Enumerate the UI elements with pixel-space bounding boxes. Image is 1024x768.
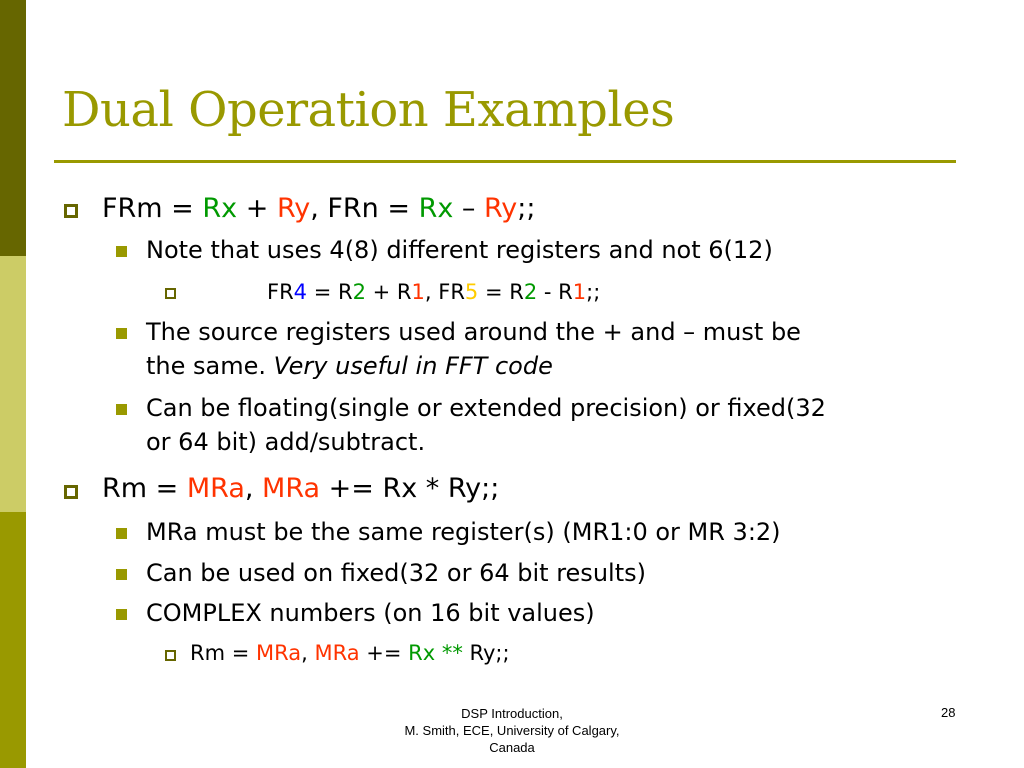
- emphasis-text: Very useful in FFT code: [273, 352, 553, 380]
- bullet-frm-frn: [102, 193, 535, 224]
- text: +=: [359, 641, 409, 665]
- reg-rx: Rx: [408, 641, 436, 665]
- reg-mra: MRa: [314, 641, 360, 665]
- text: ,: [244, 473, 263, 504]
- bullet-source-registers-line1: The source registers used around the + and – must be: [146, 318, 801, 346]
- title-divider: [54, 160, 956, 163]
- solid-square-bullet-icon: [116, 569, 127, 580]
- sidebar-segment-light: [0, 256, 26, 512]
- hollow-square-bullet-icon: [165, 650, 176, 661]
- hollow-square-bullet-icon: [165, 288, 176, 299]
- reg-rx: Rx: [202, 193, 238, 224]
- footer-line: M. Smith, ECE, University of Calgary,: [404, 723, 620, 738]
- bullet-complex: COMPLEX numbers (on 16 bit values): [146, 599, 595, 627]
- reg-digit: 1: [572, 280, 587, 304]
- reg-ry: Ry: [276, 193, 311, 224]
- bullet-mra-same: MRa must be the same register(s) (MR1:0 or MR 3:2): [146, 518, 781, 546]
- solid-square-bullet-icon: [116, 246, 127, 257]
- solid-square-bullet-icon: [116, 328, 127, 339]
- hollow-square-bullet-icon: [64, 485, 78, 499]
- sidebar-decoration: [0, 0, 26, 768]
- text: , FRn =: [310, 193, 419, 224]
- complex-operator: **: [441, 641, 463, 665]
- solid-square-bullet-icon: [116, 404, 127, 415]
- page-number: 28: [941, 705, 956, 720]
- bullet-floating-line2: or 64 bit) add/subtract.: [146, 428, 426, 456]
- text: ;;: [586, 280, 601, 304]
- text: Rm =: [190, 641, 256, 665]
- reg-mra: MRa: [186, 473, 245, 504]
- solid-square-bullet-icon: [116, 528, 127, 539]
- reg-digit: 5: [464, 280, 479, 304]
- text: +: [237, 193, 277, 224]
- text: Rm =: [102, 473, 187, 504]
- bullet-rm-mra: [102, 473, 499, 504]
- reg-digit: 4: [293, 280, 308, 304]
- reg-mra: MRa: [262, 473, 321, 504]
- text: , FR: [424, 280, 465, 304]
- text: FR: [267, 280, 294, 304]
- reg-rx: Rx: [418, 193, 454, 224]
- text: the same.: [146, 352, 274, 380]
- text: FRm =: [102, 193, 203, 224]
- bullet-fr-example: [267, 280, 600, 304]
- bullet-fixed: Can be used on fixed(32 or 64 bit results): [146, 559, 646, 587]
- text: + R: [365, 280, 412, 304]
- text: [435, 641, 442, 665]
- solid-square-bullet-icon: [116, 609, 127, 620]
- text: = R: [478, 280, 524, 304]
- reg-digit: 2: [523, 280, 538, 304]
- bullet-floating-line1: Can be floating(single or extended precision) or fixed(32: [146, 394, 826, 422]
- text: = R: [307, 280, 353, 304]
- slide-footer: [362, 705, 662, 756]
- text: += Rx * Ry;;: [320, 473, 500, 504]
- reg-digit: 1: [411, 280, 425, 304]
- reg-mra: MRa: [256, 641, 302, 665]
- sidebar-segment-dark: [0, 0, 26, 256]
- text: ,: [301, 641, 315, 665]
- hollow-square-bullet-icon: [64, 204, 78, 218]
- footer-line: DSP Introduction,: [461, 706, 563, 721]
- bullet-note-registers: Note that uses 4(8) different registers and not 6(12): [146, 236, 773, 264]
- sidebar-segment-medium: [0, 512, 26, 768]
- slide-title: Dual Operation Examples: [62, 82, 675, 138]
- reg-digit: 2: [352, 280, 366, 304]
- text: –: [453, 193, 484, 224]
- bullet-complex-example: [190, 641, 510, 665]
- bullet-source-registers-line2: [146, 352, 553, 380]
- reg-ry: Ry: [483, 193, 518, 224]
- text: Ry;;: [462, 641, 510, 665]
- footer-line: Canada: [489, 740, 535, 755]
- text: ;;: [517, 193, 536, 224]
- text: - R: [537, 280, 573, 304]
